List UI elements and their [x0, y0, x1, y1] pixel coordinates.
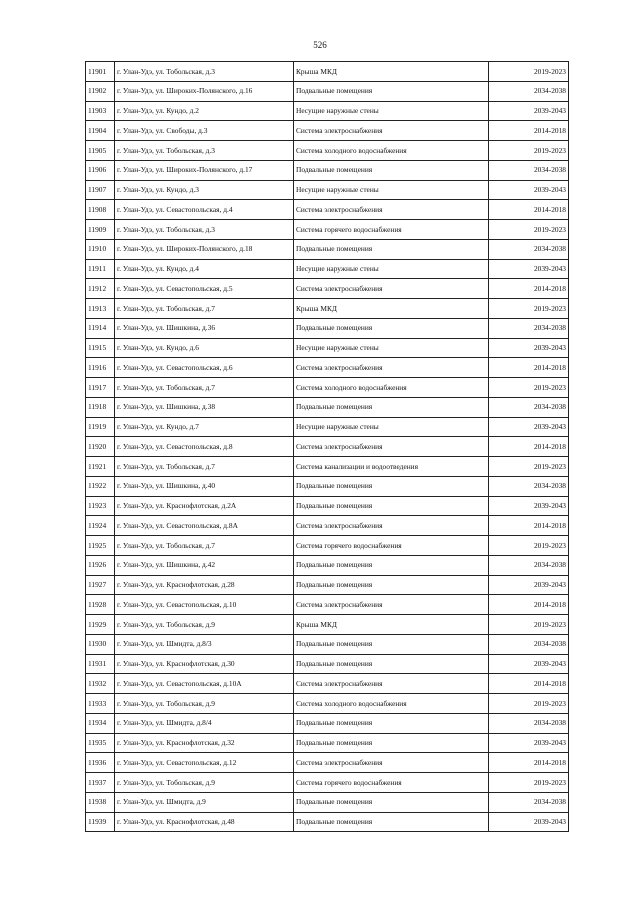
row-element: Система электроснабжения — [294, 121, 489, 141]
table-row — [86, 101, 569, 121]
row-number: 11937 — [86, 773, 115, 793]
row-period: 2019-2023 — [489, 220, 569, 240]
row-period: 2019-2023 — [489, 62, 569, 82]
row-period: 2014-2018 — [489, 200, 569, 220]
table-row — [86, 378, 569, 398]
row-address: г. Улан-Удэ, ул. Широких-Полянского, д.18 — [115, 239, 294, 259]
row-element: Система электроснабжения — [294, 516, 489, 536]
row-address: г. Улан-Удэ, ул. Тобольская, д.3 — [115, 141, 294, 161]
row-period: 2034-2038 — [489, 634, 569, 654]
row-number: 11910 — [86, 239, 115, 259]
table-row — [86, 239, 569, 259]
row-element: Подвальные помещения — [294, 318, 489, 338]
row-element: Подвальные помещения — [294, 575, 489, 595]
table-row — [86, 575, 569, 595]
row-period: 2019-2023 — [489, 457, 569, 477]
table-row — [86, 536, 569, 556]
row-number: 11911 — [86, 259, 115, 279]
table-row — [86, 674, 569, 694]
row-address: г. Улан-Удэ, ул. Севастопольская, д.6 — [115, 358, 294, 378]
row-address: г. Улан-Удэ, ул. Кундо, д.4 — [115, 259, 294, 279]
row-element: Система электроснабжения — [294, 595, 489, 615]
row-element: Подвальные помещения — [294, 160, 489, 180]
row-period: 2039-2043 — [489, 812, 569, 832]
row-number: 11918 — [86, 397, 115, 417]
row-number: 11933 — [86, 694, 115, 714]
row-element: Несущие наружные стены — [294, 417, 489, 437]
row-number: 11929 — [86, 615, 115, 635]
row-period: 2039-2043 — [489, 575, 569, 595]
row-address: г. Улан-Удэ, ул. Севастопольская, д.12 — [115, 753, 294, 773]
row-period: 2034-2038 — [489, 160, 569, 180]
row-address: г. Улан-Удэ, ул. Тобольская, д.7 — [115, 378, 294, 398]
row-period: 2019-2023 — [489, 773, 569, 793]
row-period: 2039-2043 — [489, 338, 569, 358]
table-row — [86, 476, 569, 496]
table-row — [86, 397, 569, 417]
row-number: 11902 — [86, 81, 115, 101]
table-row — [86, 220, 569, 240]
table-row — [86, 299, 569, 319]
row-element: Подвальные помещения — [294, 812, 489, 832]
page-number: 526 — [313, 40, 327, 50]
row-address: г. Улан-Удэ, ул. Краснофлотская, д.30 — [115, 654, 294, 674]
table-row — [86, 812, 569, 832]
table-row — [86, 417, 569, 437]
row-number: 11920 — [86, 437, 115, 457]
row-number: 11938 — [86, 792, 115, 812]
row-element: Подвальные помещения — [294, 654, 489, 674]
row-element: Подвальные помещения — [294, 792, 489, 812]
row-number: 11924 — [86, 516, 115, 536]
row-address: г. Улан-Удэ, ул. Севастопольская, д.8 — [115, 437, 294, 457]
row-element: Несущие наружные стены — [294, 259, 489, 279]
row-number: 11922 — [86, 476, 115, 496]
row-address: г. Улан-Удэ, ул. Свободы, д.3 — [115, 121, 294, 141]
table-row — [86, 595, 569, 615]
row-element: Крыша МКД — [294, 299, 489, 319]
row-address: г. Улан-Удэ, ул. Севастопольская, д.8А — [115, 516, 294, 536]
row-number: 11923 — [86, 496, 115, 516]
table-row — [86, 733, 569, 753]
row-number: 11934 — [86, 713, 115, 733]
row-period: 2034-2038 — [489, 792, 569, 812]
row-number: 11936 — [86, 753, 115, 773]
row-element: Система электроснабжения — [294, 674, 489, 694]
row-element: Система канализации и водоотведения — [294, 457, 489, 477]
row-address: г. Улан-Удэ, ул. Тобольская, д.9 — [115, 773, 294, 793]
table-row — [86, 792, 569, 812]
row-period: 2034-2038 — [489, 476, 569, 496]
row-number: 11939 — [86, 812, 115, 832]
row-period: 2034-2038 — [489, 397, 569, 417]
row-address: г. Улан-Удэ, ул. Севастопольская, д.10 — [115, 595, 294, 615]
table-row — [86, 62, 569, 82]
row-address: г. Улан-Удэ, ул. Краснофлотская, д.48 — [115, 812, 294, 832]
row-number: 11932 — [86, 674, 115, 694]
table-row — [86, 634, 569, 654]
row-element: Система электроснабжения — [294, 200, 489, 220]
row-address: г. Улан-Удэ, ул. Тобольская, д.7 — [115, 299, 294, 319]
row-element: Несущие наружные стены — [294, 338, 489, 358]
row-number: 11919 — [86, 417, 115, 437]
table-body — [86, 62, 569, 832]
table-row — [86, 694, 569, 714]
row-period: 2034-2038 — [489, 81, 569, 101]
row-number: 11907 — [86, 180, 115, 200]
row-element: Подвальные помещения — [294, 713, 489, 733]
row-number: 11904 — [86, 121, 115, 141]
row-address: г. Улан-Удэ, ул. Широких-Полянского, д.16 — [115, 81, 294, 101]
row-element: Подвальные помещения — [294, 634, 489, 654]
table-row — [86, 259, 569, 279]
row-number: 11927 — [86, 575, 115, 595]
row-period: 2019-2023 — [489, 536, 569, 556]
row-period: 2014-2018 — [489, 437, 569, 457]
row-address: г. Улан-Удэ, ул. Краснофлотская, д.28 — [115, 575, 294, 595]
row-period: 2034-2038 — [489, 239, 569, 259]
row-address: г. Улан-Удэ, ул. Тобольская, д.7 — [115, 457, 294, 477]
row-element: Несущие наружные стены — [294, 180, 489, 200]
table-row — [86, 713, 569, 733]
row-number: 11903 — [86, 101, 115, 121]
row-element: Система горячего водоснабжения — [294, 773, 489, 793]
row-number: 11901 — [86, 62, 115, 82]
row-address: г. Улан-Удэ, ул. Севастопольская, д.10А — [115, 674, 294, 694]
row-element: Несущие наружные стены — [294, 101, 489, 121]
row-period: 2039-2043 — [489, 180, 569, 200]
row-period: 2039-2043 — [489, 259, 569, 279]
table-row — [86, 437, 569, 457]
row-period: 2039-2043 — [489, 417, 569, 437]
row-element: Подвальные помещения — [294, 496, 489, 516]
row-period: 2019-2023 — [489, 141, 569, 161]
table-row — [86, 555, 569, 575]
row-period: 2014-2018 — [489, 674, 569, 694]
row-address: г. Улан-Удэ, ул. Кундо, д.2 — [115, 101, 294, 121]
row-number: 11909 — [86, 220, 115, 240]
row-element: Система электроснабжения — [294, 437, 489, 457]
row-address: г. Улан-Удэ, ул. Тобольская, д.3 — [115, 62, 294, 82]
row-number: 11921 — [86, 457, 115, 477]
row-period: 2014-2018 — [489, 121, 569, 141]
row-address: г. Улан-Удэ, ул. Кундо, д.3 — [115, 180, 294, 200]
row-number: 11906 — [86, 160, 115, 180]
row-period: 2014-2018 — [489, 279, 569, 299]
row-element: Система горячего водоснабжения — [294, 220, 489, 240]
row-address: г. Улан-Удэ, ул. Широких-Полянского, д.17 — [115, 160, 294, 180]
table-row — [86, 81, 569, 101]
table-row — [86, 318, 569, 338]
row-period: 2039-2043 — [489, 654, 569, 674]
row-address: г. Улан-Удэ, ул. Тобольская, д.3 — [115, 220, 294, 240]
row-number: 11917 — [86, 378, 115, 398]
row-period: 2034-2038 — [489, 713, 569, 733]
repair-schedule-table — [85, 61, 569, 832]
row-number: 11908 — [86, 200, 115, 220]
row-address: г. Улан-Удэ, ул. Краснофлотская, д.32 — [115, 733, 294, 753]
table-row — [86, 338, 569, 358]
row-number: 11931 — [86, 654, 115, 674]
table-row — [86, 279, 569, 299]
row-period: 2034-2038 — [489, 318, 569, 338]
row-period: 2039-2043 — [489, 101, 569, 121]
row-period: 2019-2023 — [489, 378, 569, 398]
row-address: г. Улан-Удэ, ул. Шмидта, д.9 — [115, 792, 294, 812]
row-element: Система холодного водоснабжения — [294, 694, 489, 714]
row-address: г. Улан-Удэ, ул. Шишкина, д.40 — [115, 476, 294, 496]
table-row — [86, 160, 569, 180]
row-element: Подвальные помещения — [294, 397, 489, 417]
row-address: г. Улан-Удэ, ул. Тобольская, д.7 — [115, 536, 294, 556]
row-element: Система электроснабжения — [294, 279, 489, 299]
row-number: 11912 — [86, 279, 115, 299]
row-address: г. Улан-Удэ, ул. Севастопольская, д.4 — [115, 200, 294, 220]
row-element: Подвальные помещения — [294, 733, 489, 753]
row-element: Подвальные помещения — [294, 239, 489, 259]
row-number: 11915 — [86, 338, 115, 358]
row-address: г. Улан-Удэ, ул. Тобольская, д.9 — [115, 694, 294, 714]
row-number: 11905 — [86, 141, 115, 161]
table-row — [86, 358, 569, 378]
row-element: Система горячего водоснабжения — [294, 536, 489, 556]
row-address: г. Улан-Удэ, ул. Шмидта, д.8/4 — [115, 713, 294, 733]
row-period: 2014-2018 — [489, 753, 569, 773]
row-period: 2034-2038 — [489, 555, 569, 575]
row-address: г. Улан-Удэ, ул. Шишкина, д.38 — [115, 397, 294, 417]
row-address: г. Улан-Удэ, ул. Краснофлотская, д.2А — [115, 496, 294, 516]
table-row — [86, 180, 569, 200]
table-row — [86, 516, 569, 536]
row-address: г. Улан-Удэ, ул. Кундо, д.6 — [115, 338, 294, 358]
table-row — [86, 753, 569, 773]
row-element: Подвальные помещения — [294, 476, 489, 496]
row-number: 11928 — [86, 595, 115, 615]
row-number: 11935 — [86, 733, 115, 753]
row-address: г. Улан-Удэ, ул. Тобольская, д.9 — [115, 615, 294, 635]
row-element: Система холодного водоснабжения — [294, 141, 489, 161]
row-period: 2019-2023 — [489, 694, 569, 714]
row-element: Подвальные помещения — [294, 555, 489, 575]
row-element: Крыша МКД — [294, 62, 489, 82]
table-row — [86, 496, 569, 516]
table-row — [86, 141, 569, 161]
row-number: 11926 — [86, 555, 115, 575]
row-address: г. Улан-Удэ, ул. Шишкина, д.42 — [115, 555, 294, 575]
row-element: Крыша МКД — [294, 615, 489, 635]
row-number: 11913 — [86, 299, 115, 319]
row-period: 2014-2018 — [489, 595, 569, 615]
table-row — [86, 121, 569, 141]
table-row — [86, 773, 569, 793]
table-row — [86, 615, 569, 635]
row-period: 2039-2043 — [489, 496, 569, 516]
row-number: 11916 — [86, 358, 115, 378]
table-row — [86, 654, 569, 674]
row-period: 2019-2023 — [489, 615, 569, 635]
row-element: Подвальные помещения — [294, 81, 489, 101]
table-row — [86, 200, 569, 220]
row-element: Система холодного водоснабжения — [294, 378, 489, 398]
row-period: 2014-2018 — [489, 358, 569, 378]
row-number: 11925 — [86, 536, 115, 556]
row-address: г. Улан-Удэ, ул. Севастопольская, д.5 — [115, 279, 294, 299]
row-number: 11930 — [86, 634, 115, 654]
row-address: г. Улан-Удэ, ул. Шишкина, д.36 — [115, 318, 294, 338]
row-number: 11914 — [86, 318, 115, 338]
row-period: 2039-2043 — [489, 733, 569, 753]
row-address: г. Улан-Удэ, ул. Кундо, д.7 — [115, 417, 294, 437]
row-period: 2014-2018 — [489, 516, 569, 536]
row-period: 2019-2023 — [489, 299, 569, 319]
row-address: г. Улан-Удэ, ул. Шмидта, д.8/3 — [115, 634, 294, 654]
row-element: Система электроснабжения — [294, 358, 489, 378]
row-element: Система электроснабжения — [294, 753, 489, 773]
table-row — [86, 457, 569, 477]
